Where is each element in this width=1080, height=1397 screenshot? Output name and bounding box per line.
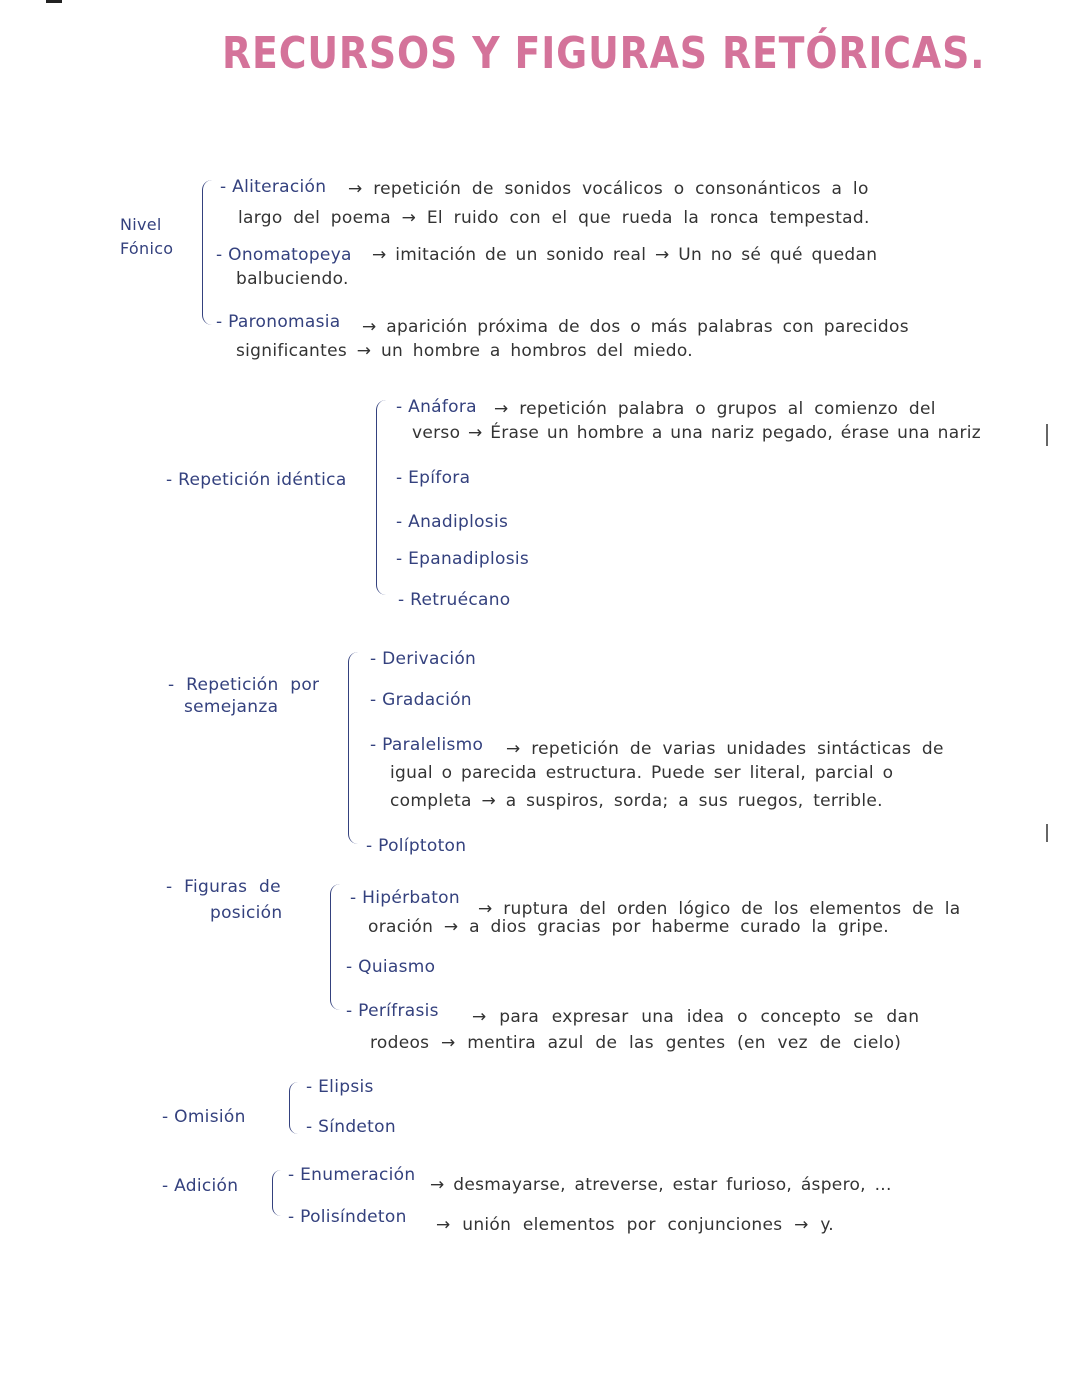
- term-aliteracion: - Aliteración: [220, 177, 327, 197]
- term-paralelismo: - Paralelismo: [370, 735, 484, 755]
- term-derivacion: - Derivación: [370, 649, 477, 669]
- term-elipsis: - Elipsis: [306, 1077, 374, 1097]
- term-polisindeton: - Polisíndeton: [288, 1207, 407, 1227]
- semejanza-label-2: semejanza: [184, 697, 279, 717]
- def-perifrasis-1: → para expresar una idea o concepto se dan: [472, 1007, 920, 1027]
- def-perifrasis-2: rodeos → mentira azul de las gentes (en vez de cielo): [370, 1033, 902, 1053]
- margin-mark: [1046, 824, 1048, 842]
- term-gradacion: - Gradación: [370, 690, 472, 710]
- term-hiperbaton: - Hipérbaton: [350, 888, 460, 908]
- def-onomatopeya-1: → imitación de un sonido real → Un no sé qué quedan: [372, 245, 878, 265]
- def-paralelismo-2: igual o parecida estructura. Puede ser literal, parcial o: [390, 763, 894, 783]
- def-polisindeton: → unión elementos por conjunciones → y.: [436, 1215, 834, 1235]
- def-onomatopeya-2: balbuciendo.: [236, 269, 349, 289]
- corner-mark: [46, 0, 62, 3]
- def-aliteracion-2: largo del poema → El ruido con el que rueda la ronca tempestad.: [238, 208, 870, 228]
- term-anadiplosis: - Anadiplosis: [396, 512, 509, 532]
- adicion-bracket: [272, 1170, 281, 1216]
- term-anafora: - Anáfora: [396, 397, 477, 417]
- term-perifrasis: - Perífrasis: [346, 1001, 439, 1021]
- term-epanadiplosis: - Epanadiplosis: [396, 549, 530, 569]
- term-paronomasia: - Paronomasia: [216, 312, 341, 332]
- def-paralelismo-3: completa → a suspiros, sorda; a sus ruegos, terrible.: [390, 791, 883, 811]
- def-paronomasia-2: significantes → un hombre a hombros del miedo.: [236, 341, 693, 361]
- term-poliptoton: - Políptoton: [366, 836, 467, 856]
- semejanza-bracket: [348, 652, 359, 844]
- fonico-label-2: Fónico: [120, 239, 174, 258]
- def-anafora-1: → repetición palabra o grupos al comienzo del: [494, 399, 936, 419]
- def-paronomasia-1: → aparición próxima de dos o más palabras con parecidos: [362, 317, 909, 337]
- def-hiperbaton-1: → ruptura del orden lógico de los elementos de la: [478, 899, 961, 919]
- repeticion-identica-bracket: [376, 400, 387, 595]
- semejanza-label-1: - Repetición por: [168, 675, 320, 695]
- omision-label: - Omisión: [162, 1107, 246, 1127]
- def-paralelismo-1: → repetición de varias unidades sintácticas de: [506, 739, 944, 759]
- fonico-bracket: [202, 180, 213, 325]
- omision-bracket: [289, 1082, 298, 1134]
- posicion-bracket: [330, 884, 341, 1010]
- repeticion-identica-label: - Repetición idéntica: [166, 470, 347, 490]
- page-title: RECURSOS Y FIGURAS RETÓRICAS.: [222, 28, 986, 79]
- fonico-label-1: Nivel: [120, 215, 162, 234]
- adicion-label: - Adición: [162, 1176, 239, 1196]
- def-anafora-2: verso → Érase un hombre a una nariz pegado, érase una nariz: [412, 423, 982, 443]
- term-epifora: - Epífora: [396, 468, 471, 488]
- def-hiperbaton-2: oración → a dios gracias por haberme curado la gripe.: [368, 917, 889, 937]
- def-enumeracion: → desmayarse, atreverse, estar furioso, áspero, ...: [430, 1175, 892, 1195]
- term-quiasmo: - Quiasmo: [346, 957, 436, 977]
- posicion-label-2: posición: [210, 903, 283, 923]
- text-cursor-mark: [1046, 424, 1048, 446]
- term-onomatopeya: - Onomatopeya: [216, 245, 352, 265]
- term-retruecano: - Retruécano: [398, 590, 511, 610]
- term-sindeton: - Síndeton: [306, 1117, 396, 1137]
- posicion-label-1: - Figuras de: [166, 877, 281, 897]
- term-enumeracion: - Enumeración: [288, 1165, 416, 1185]
- def-aliteracion-1: → repetición de sonidos vocálicos o consonánticos a lo: [348, 179, 869, 199]
